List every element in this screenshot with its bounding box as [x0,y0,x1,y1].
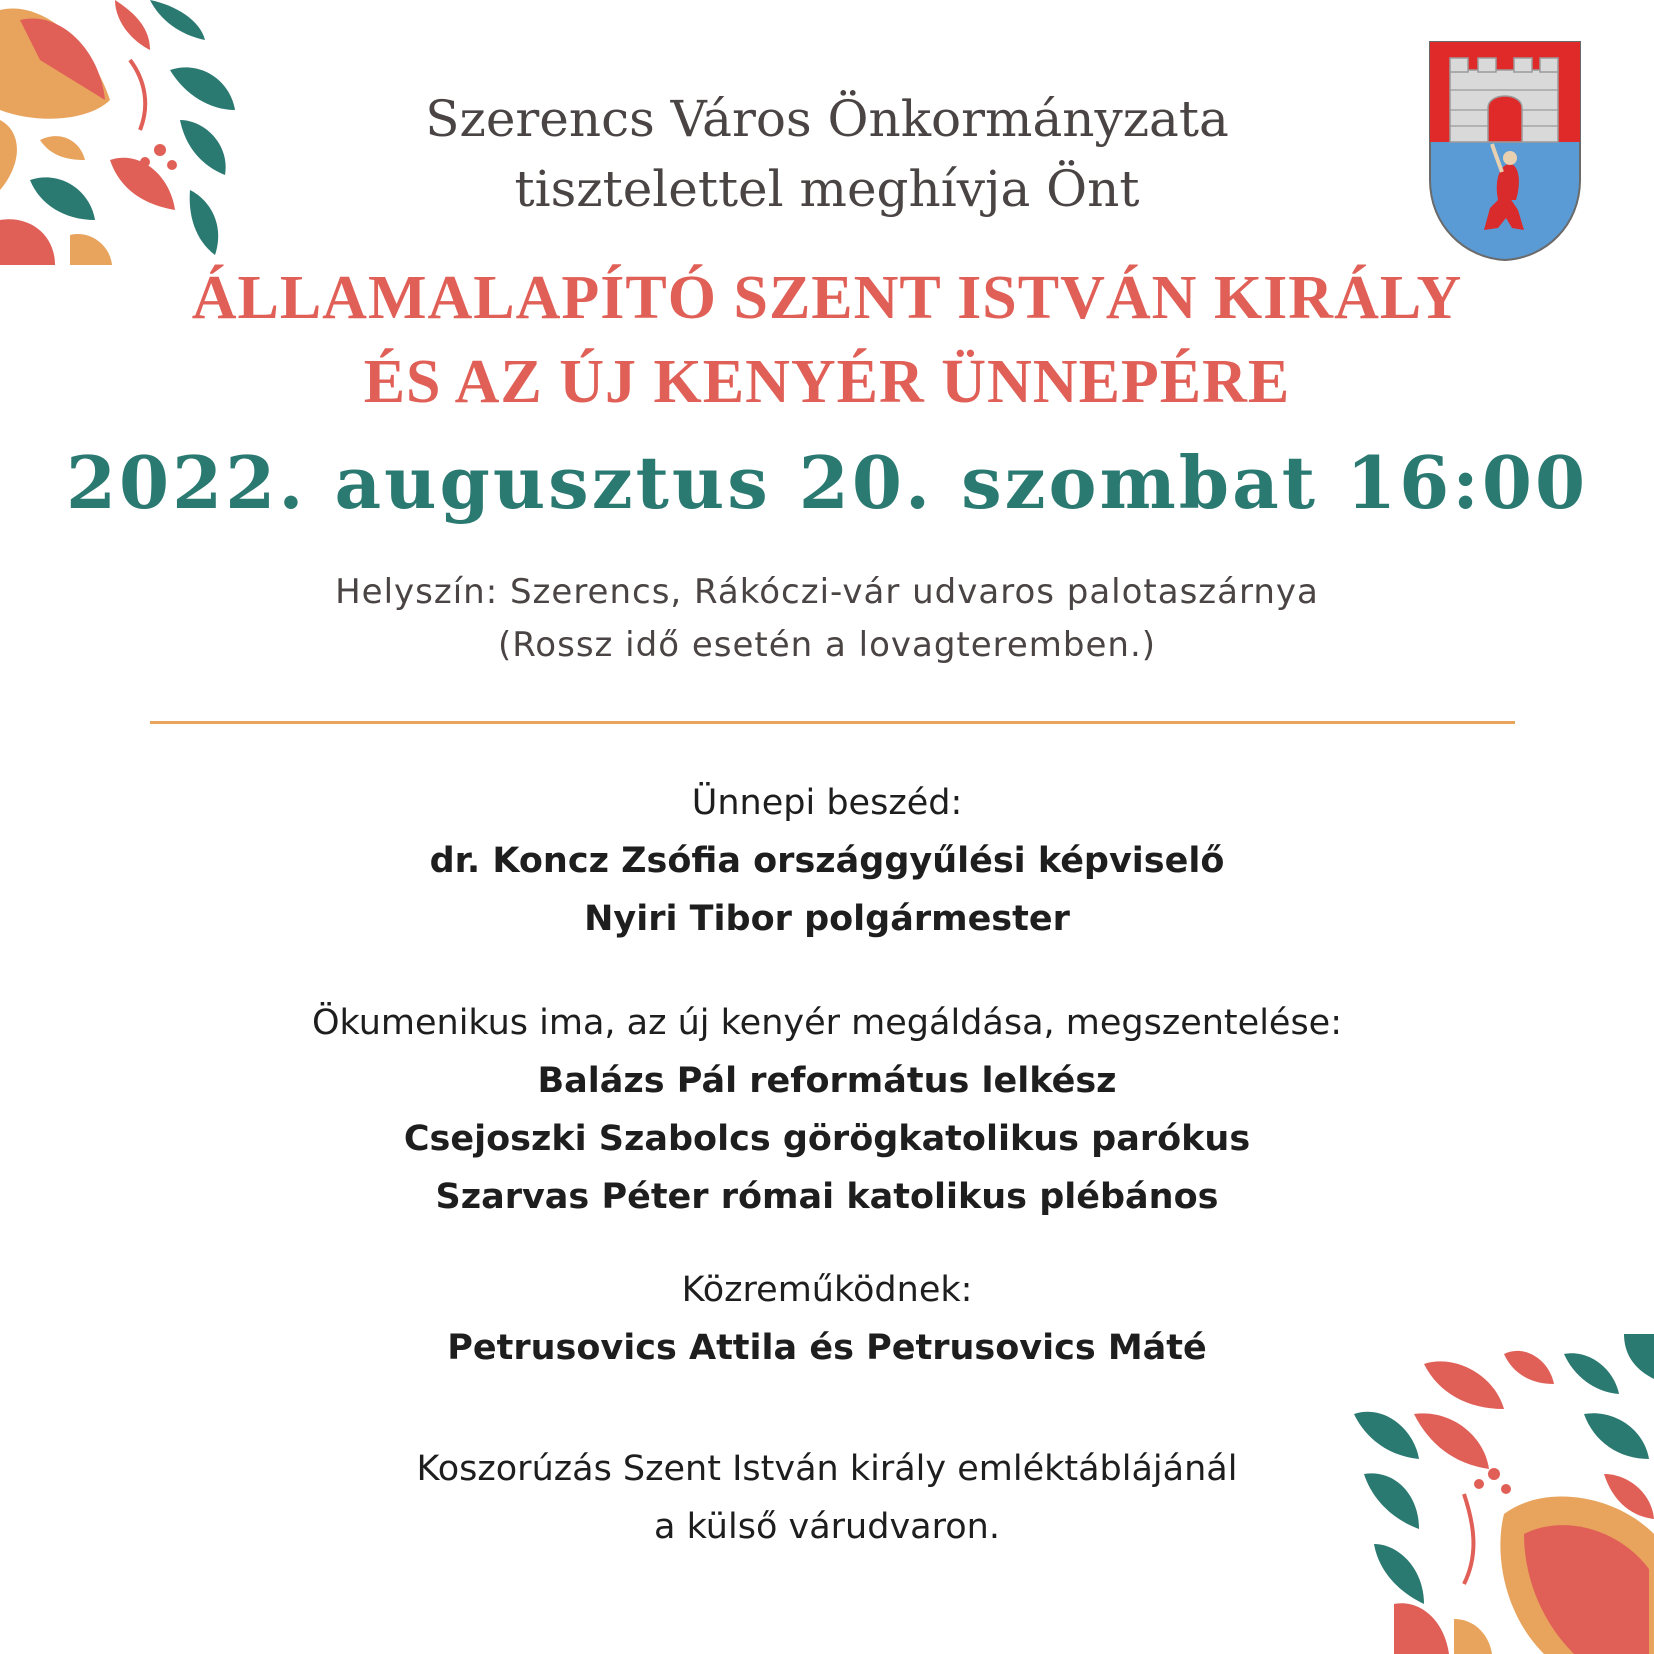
wreath-line: Koszorúzás Szent István király emléktáblájánál [416,1449,1238,1489]
program [0,774,1654,948]
host-intro [0,84,1654,224]
wreath-line: a külső várudvaron. [654,1507,1000,1547]
venue-note: (Rossz idő esetén a lovagteremben.) [497,625,1157,665]
title-line: ÉS AZ ÚJ KENYÉR ÜNNEPÉRE [363,348,1291,416]
title-line: ÁLLAMALAPÍTÓ SZENT ISTVÁN KIRÁLY [191,264,1463,332]
event-title [0,256,1654,424]
speech-label: Ünnepi beszéd: [691,783,963,823]
clergy-name: Balázs Pál református lelkész [537,1061,1117,1101]
floral-ornament-bottom-right-icon [1354,1334,1654,1654]
speaker-name: dr. Koncz Zsófia országgyűlési képviselő [429,841,1225,881]
event-date: 2022. augusztus 20. szombat 16:00 [65,440,1589,525]
venue [0,566,1654,672]
speaker-name: Nyiri Tibor polgármester [584,899,1070,939]
intro-line: Szerencs Város Önkormányzata [425,90,1229,148]
prayer-section [0,994,1654,1226]
contributor-name: Petrusovics Attila és Petrusovics Máté [447,1328,1207,1368]
prayer-label: Ökumenikus ima, az új kenyér megáldása, megszentelése: [311,1003,1343,1043]
divider [150,721,1515,724]
clergy-name: Szarvas Péter római katolikus plébános [435,1177,1219,1217]
contrib-label: Közreműködnek: [681,1270,973,1310]
intro-line: tisztelettel meghívja Önt [514,160,1140,218]
venue-line: Helyszín: Szerencs, Rákóczi-vár udvaros palotaszárnya [335,572,1319,612]
clergy-name: Csejoszki Szabolcs görögkatolikus parókus [403,1119,1251,1159]
